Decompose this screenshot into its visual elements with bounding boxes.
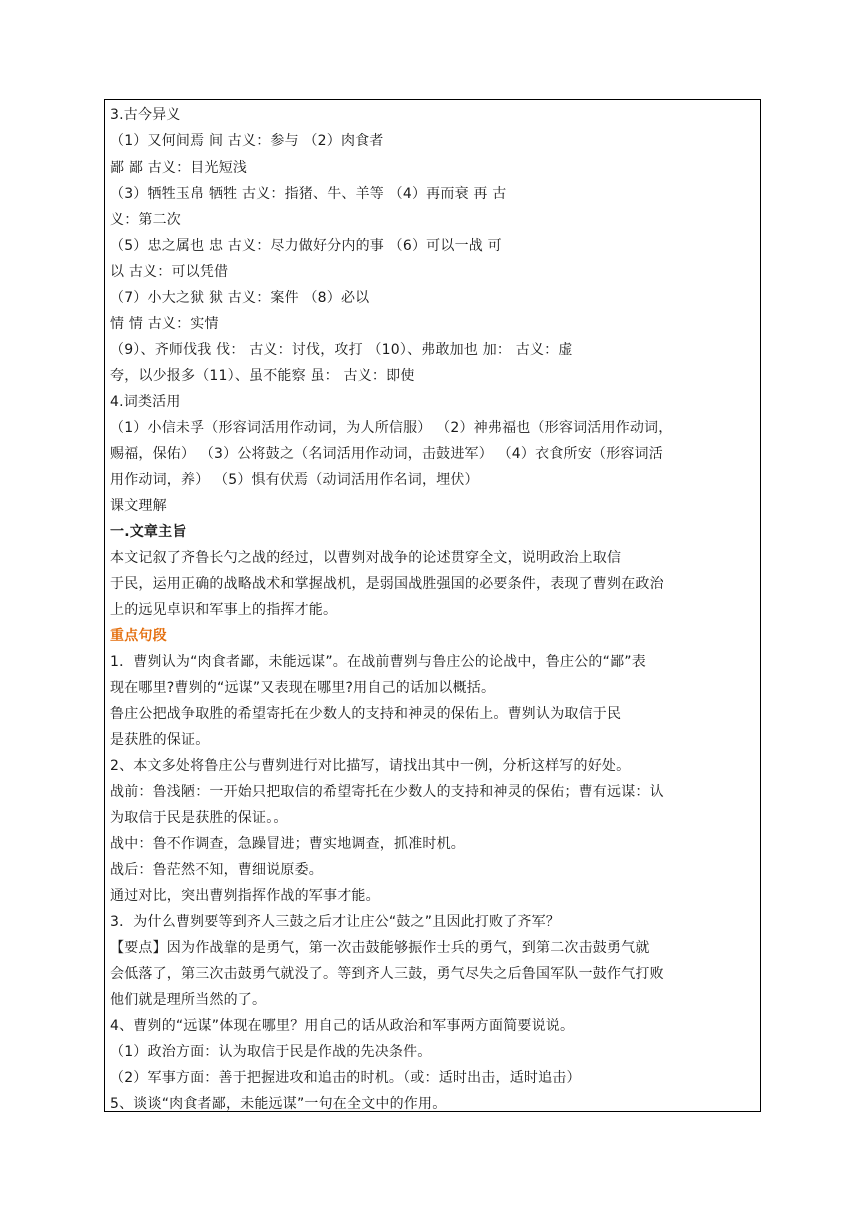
text-line: 于民，运用正确的战略战术和掌握战机，是弱国战胜强国的必要条件，表现了曹刿在政治	[110, 576, 664, 592]
text-line: （9）、齐师伐我 伐： 古义：讨伐，攻打 （10）、弗敢加也 加： 古义：虚	[110, 342, 573, 358]
question-line: 1．曹刿认为“肉食者鄙，未能远谋”。在战前曹刿与鲁庄公的论战中，鲁庄公的“鄙”表	[110, 654, 646, 670]
text-line: 义：第二次	[110, 212, 181, 228]
text-line: 鄙 鄙 古义：目光短浅	[110, 160, 248, 176]
text-line: （7）小大之狱 狱 古义：案件 （8）必以	[110, 290, 370, 306]
answer-line: 战后：鲁茫然不知，曹细说原委。	[110, 862, 323, 878]
text-line: （1）又何间焉 间 古义：参与 （2）肉食者	[110, 133, 384, 149]
answer-line: 为取信于民是获胜的保证。。	[110, 810, 288, 826]
answer-line: （2）军事方面：善于把握进攻和追击的时机。（或：适时出击，适时追击）	[110, 1070, 581, 1086]
text-line: 夸，以少报多（11）、虽不能察 虽： 古义：即使	[110, 368, 415, 384]
answer-line: 鲁庄公把战争取胜的希望寄托在少数人的支持和神灵的保佑上。曹刿认为取信于民	[110, 706, 622, 722]
text-line: 以 古义：可以凭借	[110, 264, 229, 280]
question-line: 2、本文多处将鲁庄公与曹刿进行对比描写，请找出其中一例，分析这样写的好处。	[110, 758, 631, 774]
answer-line: 是获胜的保证。	[110, 732, 210, 748]
text-line: 上的远见卓识和军事上的指挥才能。	[110, 602, 338, 618]
heading-part-of-speech: 4.词类活用	[110, 394, 181, 410]
text-line: 情 情 古义：实情	[110, 316, 219, 332]
text-line: 用作动词，养） （5）惧有伏焉（动词活用作名词，埋伏）	[110, 472, 479, 488]
answer-line: 战中：鲁不作调查，急躁冒进；曹实地调查，抓准时机。	[110, 836, 465, 852]
answer-line: 【要点】因为作战靠的是勇气，第一次击鼓能够振作士兵的勇气，到第二次击鼓勇气就	[110, 940, 650, 956]
text-line: （3）牺牲玉帛 牺牲 古义：指猪、牛、羊等 （4）再而衰 再 古	[110, 186, 507, 202]
question-line: 现在哪里?曹刿的“远谋”又表现在哪里?用自己的话加以概括。	[110, 680, 496, 696]
heading-main-idea: 一.文章主旨	[110, 524, 187, 540]
answer-line: 他们就是理所当然的了。	[110, 992, 267, 1008]
text-line: （5）忠之属也 忠 古义：尽力做好分内的事 （6）可以一战 可	[110, 238, 502, 254]
answer-line: 会低落了，第三次击鼓勇气就没了。等到齐人三鼓，勇气尽失之后鲁国军队一鼓作气打败	[110, 966, 664, 982]
question-line: 3．为什么曹刿要等到齐人三鼓之后才让庄公“鼓之”且因此打败了齐军？	[110, 914, 561, 930]
text-line: 赐福，保佑） （3）公将鼓之（名词活用作动词，击鼓进军） （4）衣食所安（形容词活	[110, 446, 663, 462]
answer-line: （1）政治方面：认为取信于民是作战的先决条件。	[110, 1044, 432, 1060]
heading-key-passages: 重点句段	[110, 628, 167, 644]
heading-ancient-modern-meaning: 3.古今异义	[110, 107, 181, 123]
answer-line: 通过对比，突出曹刿指挥作战的军事才能。	[110, 888, 380, 904]
answer-line: 战前：鲁浅陋：一开始只把取信的希望寄托在少数人的支持和神灵的保佑；曹有远谋：认	[110, 784, 664, 800]
text-line: 本文记叙了齐鲁长勺之战的经过，以曹刿对战争的论述贯穿全文，说明政治上取信	[110, 550, 622, 566]
heading-text-understanding: 课文理解	[110, 498, 167, 514]
question-line: 4、曹刿的“远谋”体现在哪里？用自己的话从政治和军事两方面简要说说。	[110, 1018, 575, 1034]
text-line: （1）小信未孚（形容词活用作动词，为人所信服） （2）神弗福也（形容词活用作动词，	[110, 420, 673, 436]
question-line: 5、谈谈“肉食者鄙，未能远谋”一句在全文中的作用。	[110, 1096, 447, 1112]
